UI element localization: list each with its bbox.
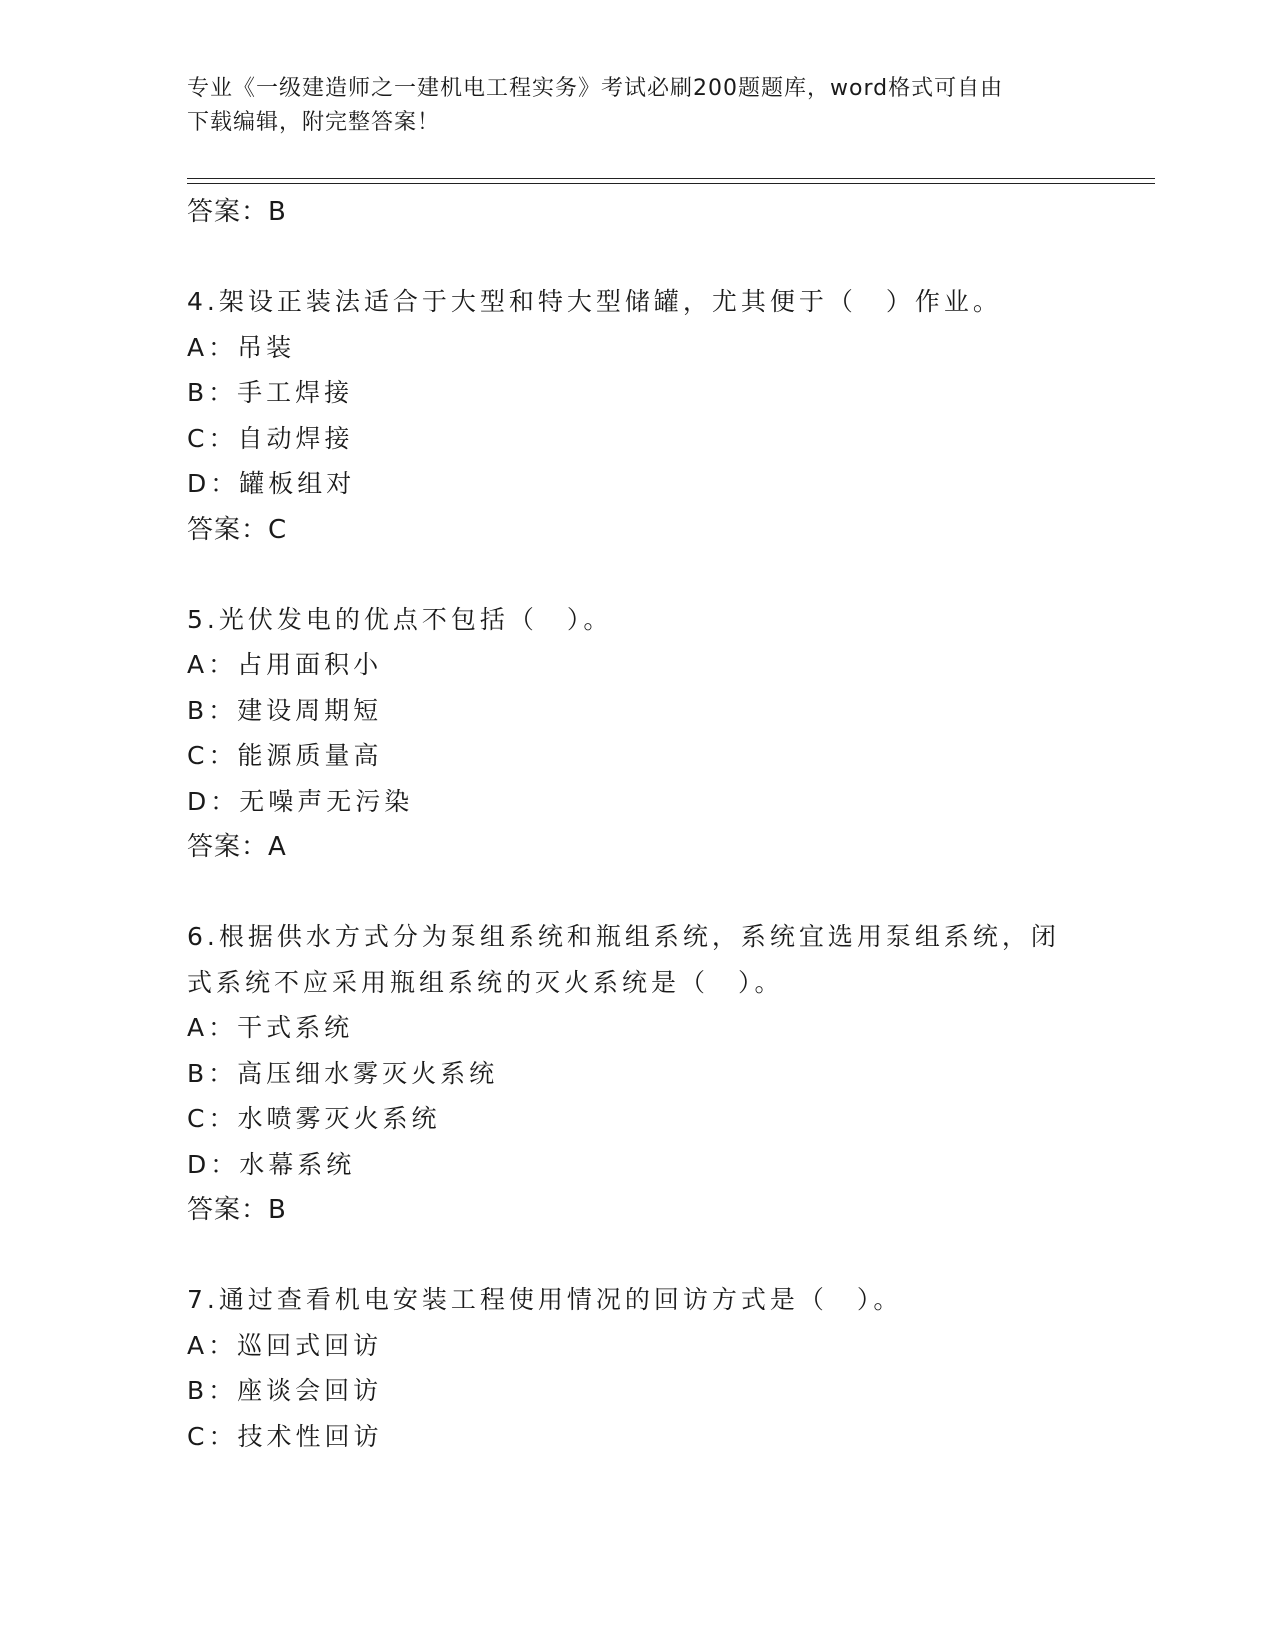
- question-block: [187, 279, 1087, 553]
- question-stem: 7.通过查看机电安装工程使用情况的回访方式是（ ）。: [187, 1285, 903, 1314]
- question-block: [187, 1277, 1087, 1459]
- question-list: [187, 189, 1087, 1459]
- option-d: D：水幕系统: [187, 1149, 356, 1179]
- option-b: B：手工焊接: [187, 378, 354, 407]
- header-line-1: 专业《一级建造师之一建机电工程实务》考试必刷200题题库，word格式可自由: [187, 76, 1004, 101]
- option-c: C：水喷雾灭火系统: [187, 1104, 441, 1133]
- header-line-2: 下载编辑，附完整答案！: [187, 110, 441, 135]
- spacer: [187, 870, 1087, 914]
- answer-line: 答案：B: [187, 197, 287, 227]
- option-a: A：占用面积小: [187, 650, 383, 679]
- answer-line: 答案：C: [187, 514, 288, 545]
- question-stem-line-1: 6.根据供水方式分为泵组系统和瓶组系统，系统宜选用泵组系统，闭: [187, 922, 1060, 951]
- header-divider-bottom: [187, 183, 1155, 184]
- option-b: B：建设周期短: [187, 695, 383, 725]
- option-d: D：罐板组对: [187, 469, 356, 498]
- option-d: D：无噪声无污染: [187, 786, 414, 816]
- header-divider-top: [187, 178, 1155, 179]
- option-a: A：吊装: [187, 332, 296, 362]
- option-c: C：能源质量高: [187, 741, 383, 770]
- option-a: A：干式系统: [187, 1013, 354, 1042]
- document-header: [187, 72, 1087, 140]
- answer-line: 答案：A: [187, 832, 287, 862]
- question-stem-line-2: 式系统不应采用瓶组系统的灭火系统是（ ）。: [187, 967, 784, 997]
- question-stem: 5.光伏发电的优点不包括（ ）。: [187, 604, 613, 634]
- question-block: [187, 597, 1087, 871]
- option-c: C：自动焊接: [187, 423, 354, 453]
- spacer: [187, 235, 1087, 279]
- question-block: [187, 914, 1087, 1233]
- option-a: A：巡回式回访: [187, 1330, 383, 1360]
- option-c: C：技术性回访: [187, 1421, 383, 1451]
- spacer: [187, 1233, 1087, 1277]
- spacer: [187, 553, 1087, 597]
- question-stem: 4.架设正装法适合于大型和特大型储罐，尤其便于（ ）作业。: [187, 287, 1002, 316]
- option-b: B：座谈会回访: [187, 1376, 383, 1405]
- option-b: B：高压细水雾灭火系统: [187, 1058, 499, 1088]
- answer-line: 答案：B: [187, 1195, 287, 1225]
